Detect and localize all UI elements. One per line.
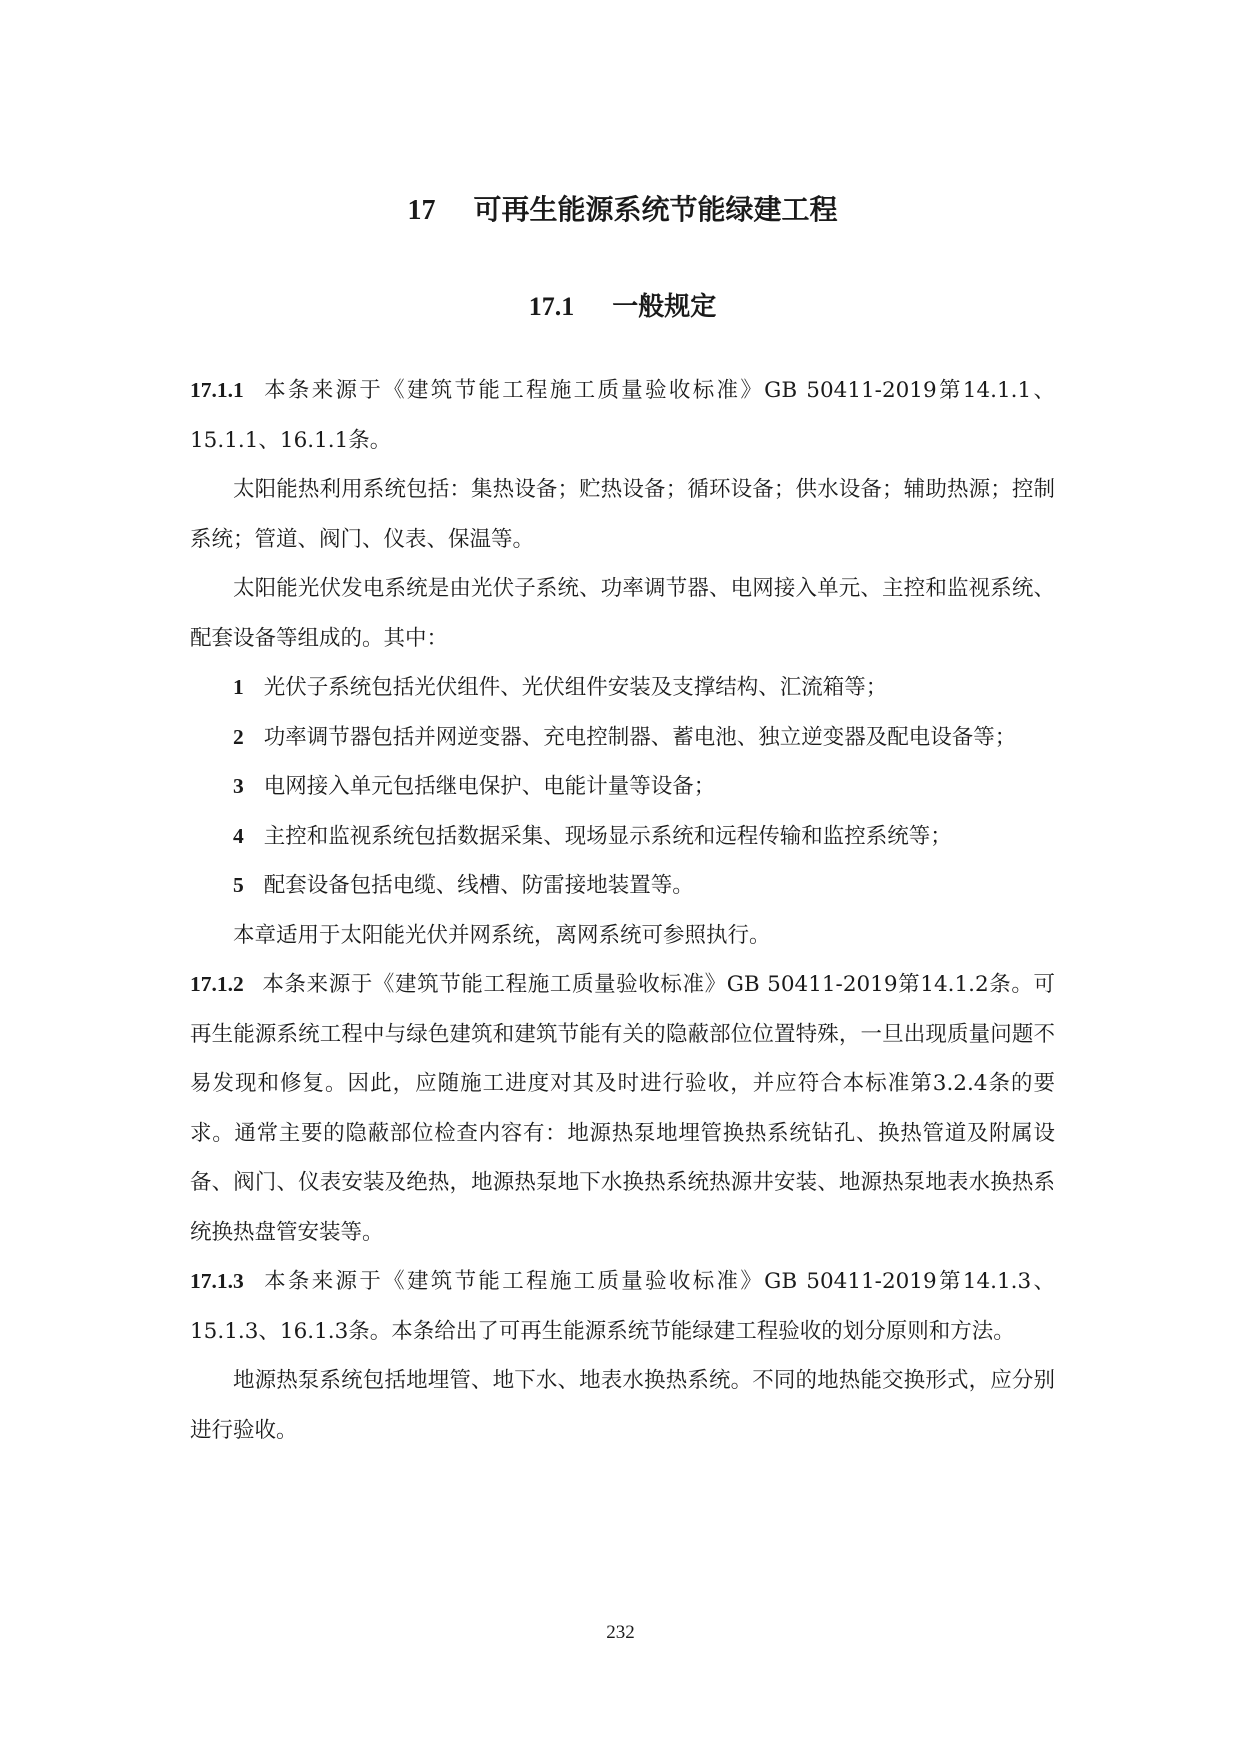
paragraph: 太阳能热利用系统包括：集热设备；贮热设备；循环设备；供水设备；辅助热源；控制系统；管道、阀门、仪表、保温等。: [190, 477, 1055, 552]
list-item-text: 主控和监视系统包括数据采集、现场显示系统和远程传输和监控系统等；: [263, 823, 952, 849]
list-item-number: 4: [233, 823, 244, 848]
list-item-text: 光伏子系统包括光伏组件、光伏组件安装及支撑结构、汇流箱等；: [263, 675, 888, 700]
body-text: [190, 366, 1055, 1455]
chapter-title: [190, 188, 1055, 228]
chapter-number: 17: [407, 195, 436, 226]
paragraph-text: 本条来源于《建筑节能工程施工质量验收标准》GB 50411-2019第14.1.2条。可再生能源系统工程中与绿色建筑和建筑节能有关的隐蔽部位位置特殊，一旦出现质量问题不易发现和修复。因此，应随施工进度对其及时进行验收，并应符合本标准第3.2.4条的要求。通常主要的隐蔽部位检查内容有：地源热泵地埋管换热系统钻孔、换热管道及附属设备、阀门、仪表安装及绝热，地源热泵地下水换热系统热源井安装、地源热泵地表水换热系统换热盘管安装等。: [190, 972, 1055, 1245]
clause-number: 17.1.3: [190, 1269, 244, 1293]
clause-paragraph: [190, 366, 1055, 465]
list-item-text: 电网接入单元包括继电保护、电能计量等设备；: [263, 774, 716, 799]
chapter-title-text: 可再生能源系统节能绿建工程: [473, 193, 838, 226]
clause-number: 17.1.2: [190, 972, 244, 996]
paragraph-text: 本条来源于《建筑节能工程施工质量验收标准》GB 50411-2019第14.1.3、15.1.3、16.1.3条。本条给出了可再生能源系统节能绿建工程验收的划分原则和方法。: [190, 1269, 1055, 1344]
section-number: 17.1: [528, 292, 575, 321]
section-title-text: 一般规定: [612, 292, 717, 322]
list-item: [190, 713, 1055, 763]
list-item: [190, 812, 1055, 862]
clause-paragraph: [190, 960, 1055, 1257]
list-item-number: 3: [233, 774, 244, 798]
list-item-text: 配套设备包括电缆、线槽、防雷接地装置等。: [263, 873, 694, 898]
section-title: [190, 286, 1055, 323]
list-item-number: 2: [233, 724, 244, 749]
paragraph-text: 本条来源于《建筑节能工程施工质量验收标准》GB 50411-2019第14.1.1、15.1.1、16.1.1条。: [190, 378, 1055, 453]
list-item: [190, 762, 1055, 812]
clause-paragraph: [190, 1257, 1055, 1356]
list-item: [190, 663, 1055, 713]
list-item: [190, 861, 1055, 911]
page-number: 232: [606, 1622, 635, 1643]
paragraph: 太阳能光伏发电系统是由光伏子系统、功率调节器、电网接入单元、主控和监视系统、配套设备等组成的。其中：: [190, 576, 1055, 651]
paragraph: 本章适用于太阳能光伏并网系统，离网系统可参照执行。: [233, 922, 771, 948]
list-item-text: 功率调节器包括并网逆变器、充电控制器、蓄电池、独立逆变器及配电设备等；: [263, 724, 1017, 750]
clause-number: 17.1.1: [190, 378, 244, 402]
list-item-number: 1: [233, 675, 244, 699]
paragraph: 地源热泵系统包括地埋管、地下水、地表水换热系统。不同的地热能交换形式，应分别进行验收。: [190, 1368, 1055, 1443]
list-item-number: 5: [233, 873, 244, 897]
